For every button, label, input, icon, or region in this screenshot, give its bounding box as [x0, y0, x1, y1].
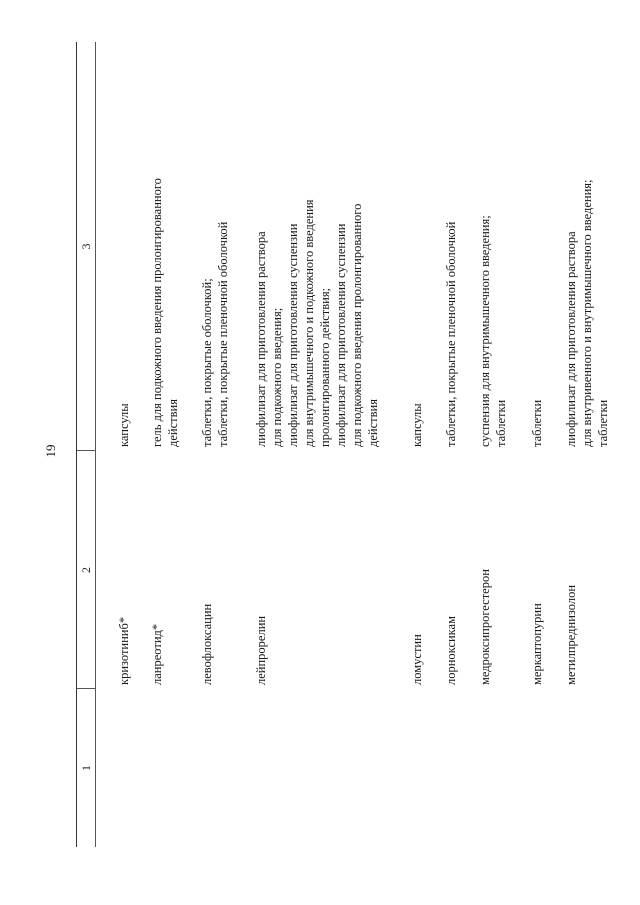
dosage-forms: лиофилизат для приготовления раствора для внутривенного и внутримышечного введения; таблетки [564, 179, 610, 447]
column-header-3: 3 [79, 243, 93, 250]
dosage-forms: капсулы [117, 403, 131, 447]
drug-name: медроксипрогестерон [478, 569, 492, 685]
dosage-forms: таблетки, покрытые пленочной оболочкой [444, 221, 458, 447]
drug-name: ломустин [410, 634, 424, 685]
table-header-row [77, 42, 96, 847]
dosage-forms: гель для подкожного введения пролонгированного действия [150, 178, 180, 447]
drug-name: ланреотид* [150, 623, 164, 685]
dosage-forms: таблетки [530, 399, 544, 447]
drug-name: меркаптопурин [530, 603, 544, 685]
drug-table [76, 42, 637, 847]
dosage-forms: таблетки, покрытые оболочкой; таблетки, покрытые пленочной оболочкой [200, 221, 230, 447]
column-header-1: 1 [79, 765, 93, 771]
drug-name: лейпрорелин [254, 615, 268, 685]
drug-name: кризотиниб* [117, 616, 131, 685]
column-header-2: 2 [79, 567, 93, 573]
drug-name: лорноксикам [444, 615, 458, 685]
drug-name: метилпреднизолон [564, 584, 578, 685]
dosage-forms: суспензия для внутримышечного введения; таблетки [478, 215, 508, 447]
dosage-forms: лиофилизат для приготовления раствора для подкожного введения; лиофилизат для приготовления суспензии для внутримышечного и подкожного введения пролонгированного действия; лиофилизат для приготовления суспензии для подкожного введения пролонгированного действия [254, 199, 380, 447]
dosage-forms: капсулы [410, 403, 424, 447]
page-number: 19 [43, 444, 58, 458]
drug-name: левофлоксацин [200, 603, 214, 685]
